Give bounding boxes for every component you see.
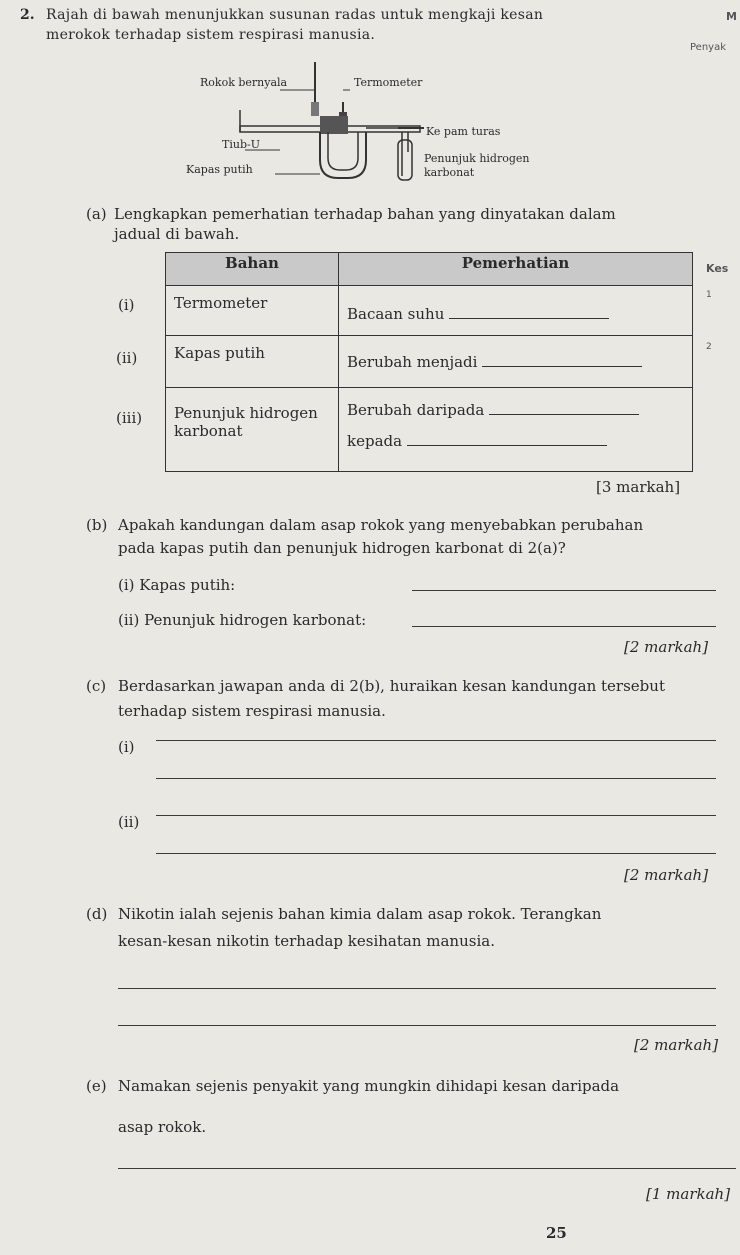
question-intro-line2: merokok terhadap sistem respirasi manusia. bbox=[46, 27, 376, 43]
obs-kapas-text: Berubah menjadi bbox=[347, 353, 478, 371]
part-e-text-line1: Namakan sejenis penyakit yang mungkin dihidapi kesan daripada bbox=[118, 1077, 620, 1095]
observation-table bbox=[165, 252, 693, 472]
answer-line[interactable] bbox=[118, 988, 716, 989]
header-bahan: Bahan bbox=[166, 253, 339, 286]
margin-number-1: 1 bbox=[706, 290, 712, 300]
answer-line[interactable] bbox=[118, 1025, 716, 1026]
part-b-label: (b) bbox=[86, 516, 108, 534]
row-i-roman: (i) bbox=[118, 296, 135, 314]
part-a-text-line1: Lengkapkan pemerhatian terhadap bahan yang dinyatakan dalam bbox=[114, 205, 616, 223]
answer-line[interactable] bbox=[156, 815, 716, 816]
label-penunjuk2: karbonat bbox=[424, 166, 475, 179]
row-ii-roman: (ii) bbox=[116, 349, 138, 367]
label-termometer: Termometer bbox=[354, 76, 423, 89]
table-row bbox=[166, 388, 693, 472]
cell-obs-kapas bbox=[339, 336, 693, 388]
answer-line[interactable] bbox=[156, 740, 716, 741]
answer-line[interactable] bbox=[412, 590, 716, 591]
bahan-penunjuk-line1: Penunjuk hidrogen bbox=[174, 404, 318, 422]
answer-blank[interactable] bbox=[449, 304, 609, 319]
part-c-label: (c) bbox=[86, 677, 107, 695]
part-e-label: (e) bbox=[86, 1077, 107, 1095]
part-a-label: (a) bbox=[86, 205, 107, 223]
part-a-text-line2: jadual di bawah. bbox=[114, 225, 240, 243]
answer-line[interactable] bbox=[412, 626, 716, 627]
part-d-text-line1: Nikotin ialah sejenis bahan kimia dalam asap rokok. Terangkan bbox=[118, 905, 602, 923]
cell-bahan-termometer: Termometer bbox=[166, 286, 339, 336]
cell-obs-penunjuk bbox=[339, 388, 693, 472]
label-tiub-u: Tiub-U bbox=[222, 138, 260, 151]
answer-line[interactable] bbox=[118, 1168, 736, 1169]
margin-top-letter: M bbox=[726, 10, 737, 23]
header-pemerhatian: Pemerhatian bbox=[339, 253, 693, 286]
margin-number-2: 2 bbox=[706, 342, 712, 352]
part-a-marks: [3 markah] bbox=[596, 478, 681, 496]
question-intro-line1: Rajah di bawah menunjukkan susunan radas untuk mengkaji kesan bbox=[46, 7, 544, 23]
label-rokok: Rokok bernyala bbox=[200, 76, 288, 89]
margin-kes: Kes bbox=[706, 262, 729, 275]
answer-line[interactable] bbox=[156, 778, 716, 779]
part-c-item-i: (i) bbox=[118, 738, 135, 756]
cell-bahan-kapas: Kapas putih bbox=[166, 336, 339, 388]
answer-blank[interactable] bbox=[489, 400, 639, 415]
part-b-text-line2: pada kapas putih dan penunjuk hidrogen karbonat di 2(a)? bbox=[118, 539, 566, 557]
margin-penyak: Penyak bbox=[690, 42, 727, 53]
part-c-item-ii: (ii) bbox=[118, 813, 140, 831]
label-kapas: Kapas putih bbox=[186, 163, 253, 176]
part-b-item-ii: (ii) Penunjuk hidrogen karbonat: bbox=[118, 611, 367, 629]
part-b-item-i: (i) Kapas putih: bbox=[118, 576, 236, 594]
row-iii-roman: (iii) bbox=[116, 409, 143, 427]
label-penunjuk1: Penunjuk hidrogen bbox=[424, 152, 530, 165]
table-row bbox=[166, 286, 693, 336]
part-e-text-line2: asap rokok. bbox=[118, 1118, 207, 1136]
answer-blank[interactable] bbox=[482, 352, 642, 367]
part-d-text-line2: kesan-kesan nikotin terhadap kesihatan manusia. bbox=[118, 932, 495, 950]
part-c-text-line1: Berdasarkan jawapan anda di 2(b), huraikan kesan kandungan tersebut bbox=[118, 677, 665, 695]
cell-obs-termometer bbox=[339, 286, 693, 336]
part-c-marks: [2 markah] bbox=[624, 866, 709, 884]
part-b-marks: [2 markah] bbox=[624, 638, 709, 656]
cell-bahan-penunjuk bbox=[166, 388, 339, 472]
obs-penunjuk-text1: Berubah daripada bbox=[347, 401, 485, 419]
part-e-marks: [1 markah] bbox=[646, 1185, 731, 1203]
answer-blank[interactable] bbox=[407, 431, 607, 446]
part-d-marks: [2 markah] bbox=[634, 1036, 719, 1054]
part-d-label: (d) bbox=[86, 905, 108, 923]
question-number: 2. bbox=[20, 7, 35, 23]
part-b-text-line1: Apakah kandungan dalam asap rokok yang menyebabkan perubahan bbox=[118, 516, 644, 534]
obs-termometer-text: Bacaan suhu bbox=[347, 305, 445, 323]
bahan-penunjuk-line2: karbonat bbox=[174, 422, 243, 440]
obs-penunjuk-text2: kepada bbox=[347, 432, 403, 450]
table-row bbox=[166, 336, 693, 388]
table-header-row bbox=[166, 253, 693, 286]
page-number: 25 bbox=[546, 1224, 567, 1242]
apparatus-diagram bbox=[180, 60, 580, 190]
part-c-text-line2: terhadap sistem respirasi manusia. bbox=[118, 702, 386, 720]
label-pam: Ke pam turas bbox=[426, 125, 501, 138]
answer-line[interactable] bbox=[156, 853, 716, 854]
